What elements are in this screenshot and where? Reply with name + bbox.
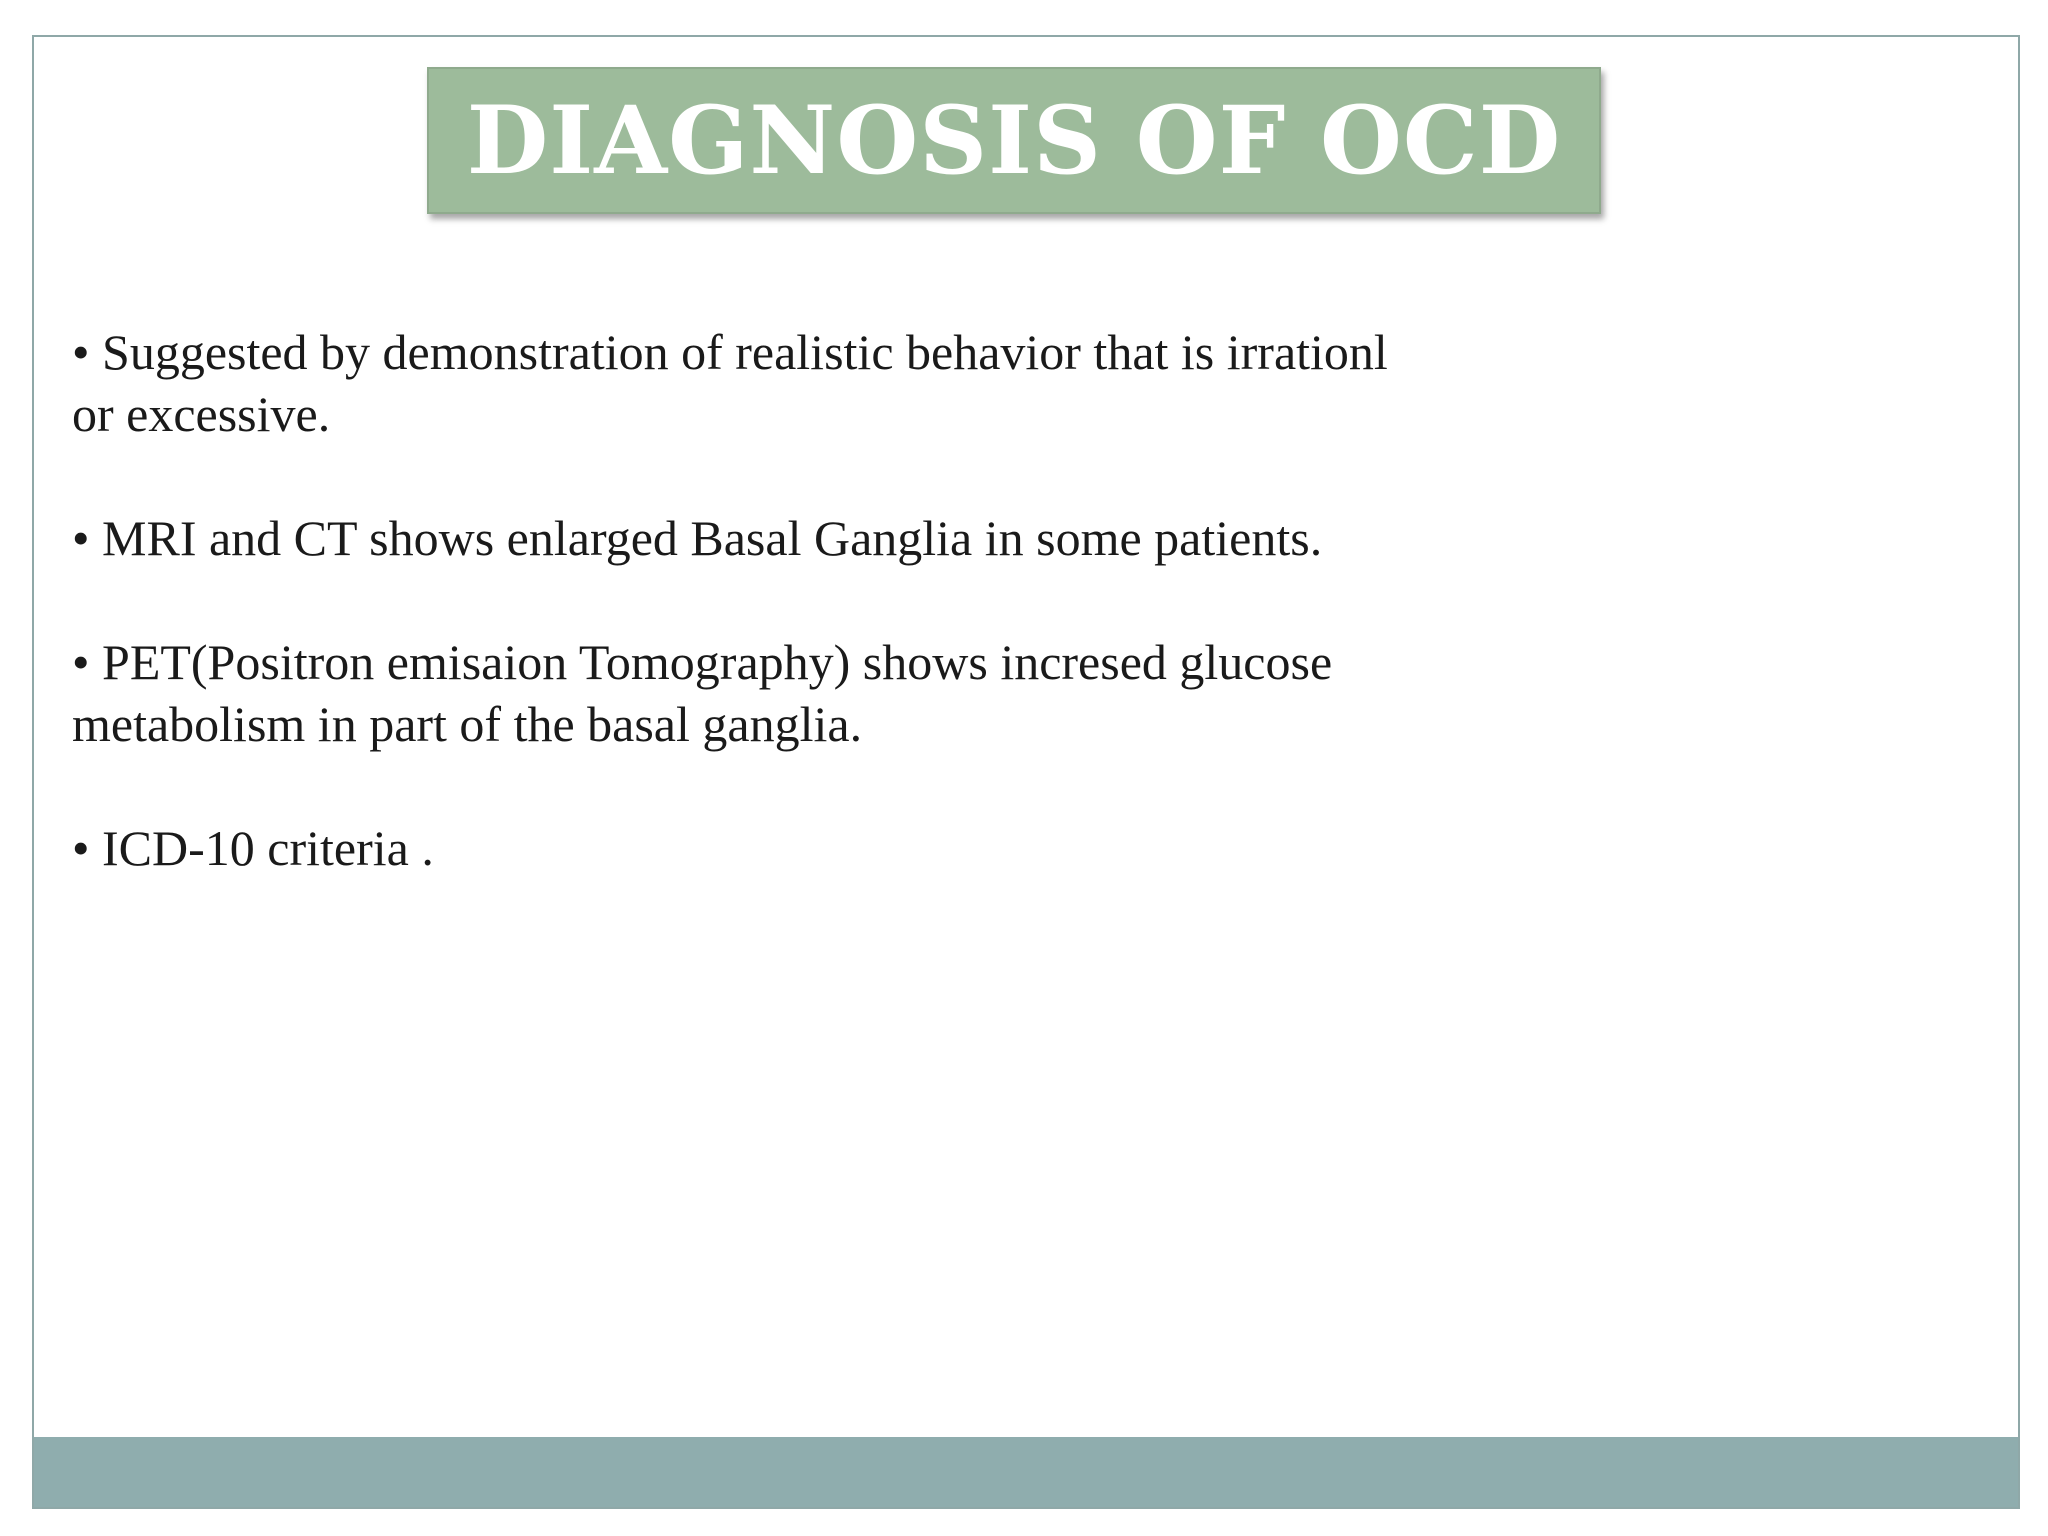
bullet-item: • PET(Positron emisaion Tomography) shows incresed glucose metabolism in part of the basal ganglia.: [72, 634, 1333, 752]
slide-title: DIAGNOSIS OF OCD: [466, 85, 1562, 196]
slide: [32, 35, 2020, 1509]
footer-bar: [34, 1437, 2018, 1507]
title-banner: [427, 67, 1601, 214]
bullet-item: • ICD-10 criteria .: [72, 820, 434, 876]
bullet-item: • MRI and CT shows enlarged Basal Ganglia in some patients.: [72, 510, 1323, 566]
bullet-list: [72, 321, 1432, 941]
bullet-item: • Suggested by demonstration of realistic behavior that is irrationl or excessive.: [72, 324, 1388, 442]
